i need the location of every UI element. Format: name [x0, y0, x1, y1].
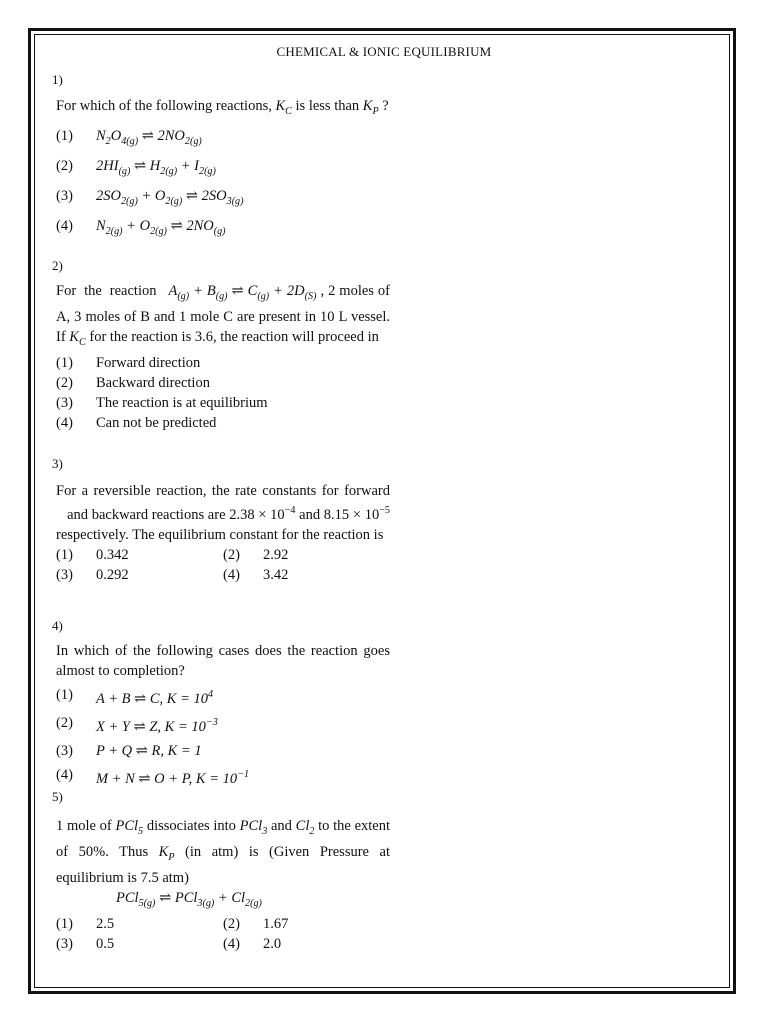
question-1-option-1: (1) $N_2O_{4(g)}$ ⇌ $2NO_{2(g)}$	[56, 127, 202, 147]
question-4-option-2: (2) X + Y ⇌ Z, $K = 10^{-3}$	[56, 714, 218, 735]
question-2-stem: For the reaction $A_{(g)} + B_{(g)}$ ⇌ $C_{(g)} + 2D_{(S)}$ , 2 moles of A, 3 moles of B and 1 mole C are present in 10 L vessel. If $K_C$ for the reaction is 3.6, the reaction will proceed in	[56, 283, 390, 348]
question-4	[56, 641, 390, 788]
question-5-options-row-1	[56, 914, 390, 934]
question-2-option-3: (3) The reaction is at equilibrium	[56, 394, 268, 411]
question-5-options-row-2	[56, 934, 390, 954]
question-3-number: 3)	[52, 456, 63, 471]
question-1-number: 1)	[52, 72, 63, 87]
question-1	[56, 96, 390, 241]
question-3	[56, 481, 390, 585]
page-title: CHEMICAL & IONIC EQUILIBRIUM	[276, 44, 492, 59]
question-2-option-4: (4) Can not be predicted	[56, 414, 217, 431]
question-4-option-1: (1) A + B ⇌ C, $K = 10^4$	[56, 687, 214, 707]
question-1-option-4: (4) $N_{2(g)} + O_{2(g)}$ ⇌ $2NO_{(g)}$	[56, 217, 226, 237]
question-2	[56, 281, 390, 433]
question-1-option-3: (3) $2SO_{2(g)} + O_{2(g)}$ ⇌ $2SO_{3(g)}$	[56, 187, 244, 207]
question-1-option-2: (2) $2HI_{(g)}$ ⇌ $H_{2(g)} + I_{2(g)}$	[56, 157, 216, 177]
question-5-option-1: (1) 2.5	[56, 915, 115, 932]
question-5-equation: PCl$_{5(g)}$ ⇌ $PCl_{3(g)} + Cl_{2(g)}$	[116, 889, 262, 909]
question-3-options-row-2	[56, 565, 390, 585]
question-5	[56, 816, 390, 954]
question-4-option-4: (4) M + N ⇌ O + P, $K = 10^{-1}$	[56, 766, 250, 787]
question-3-stem: For a reversible reaction, the rate constants for forward and backward reactions are $2.38 \times 10^{-4}$ and $8.15 \times 10^{-5}$ respectively. The equilibrium constant for the reaction is	[56, 483, 390, 543]
question-5-number: 5)	[52, 789, 63, 804]
question-5-option-3: (3) 0.5	[56, 935, 115, 952]
question-3-option-3: (3) 0.292	[56, 566, 129, 583]
question-2-option-2: (2) Backward direction	[56, 374, 210, 391]
question-5-stem: 1 mole of PCl$_5$ dissociates into PCl$_3$ and $Cl_2$ to the extent of 50%. Thus $K_P$ (in atm) is (Given Pressure at equilibrium is 7.5 atm)	[56, 818, 390, 886]
question-3-option-1: (1) 0.342	[56, 546, 129, 563]
question-4-option-3: (3) P + Q ⇌ R, K = 1	[56, 742, 202, 759]
question-2-number: 2)	[52, 258, 63, 273]
question-4-stem: In which of the following cases does the reaction goes almost to completion?	[56, 643, 390, 679]
question-4-number: 4)	[52, 618, 63, 633]
question-5-option-2: (2) 1.67	[223, 915, 289, 932]
question-3-option-2: (2) 2.92	[223, 546, 289, 563]
question-3-options-row-1	[56, 545, 390, 565]
question-3-option-4: (4) 3.42	[223, 566, 289, 583]
question-1-stem: For which of the following reactions, $K_C$ is less than $K_P$ ?	[56, 98, 389, 117]
question-2-option-1: (1) Forward direction	[56, 354, 201, 371]
question-5-option-4: (4) 2.0	[223, 935, 282, 952]
